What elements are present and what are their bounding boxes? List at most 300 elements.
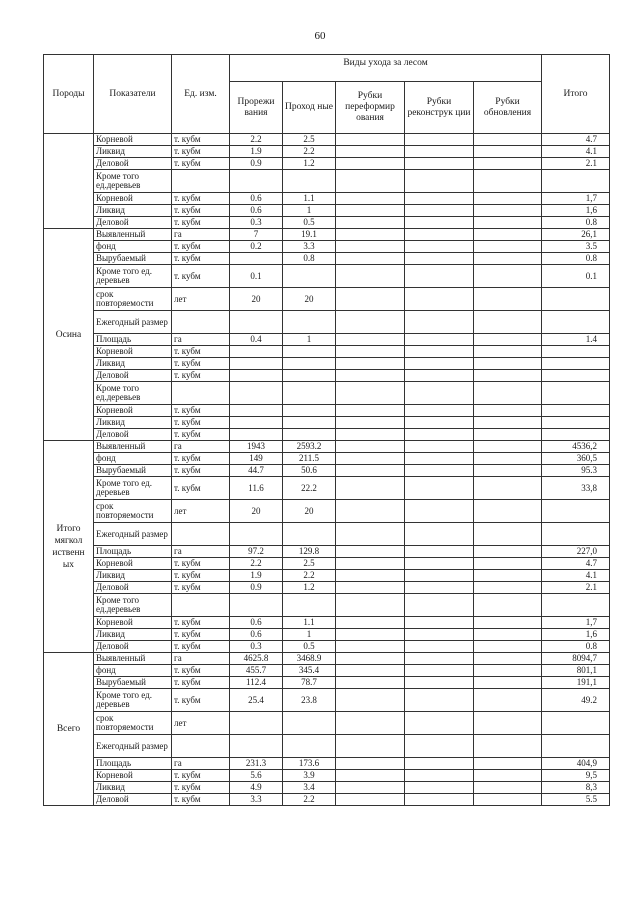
table-row bbox=[44, 546, 610, 558]
value-cell bbox=[474, 265, 542, 288]
value-cell bbox=[336, 770, 405, 782]
value-cell bbox=[474, 641, 542, 653]
value-cell: 97.2 bbox=[230, 546, 283, 558]
value-cell bbox=[474, 712, 542, 735]
value-cell: 2.5 bbox=[283, 134, 336, 146]
value-cell: 231.3 bbox=[230, 758, 283, 770]
table-row bbox=[44, 629, 610, 641]
unit-cell bbox=[172, 382, 230, 405]
table-row bbox=[44, 570, 610, 582]
indicator-cell: Деловой bbox=[94, 429, 172, 441]
table-row bbox=[44, 253, 610, 265]
value-cell: 1.2 bbox=[283, 582, 336, 594]
unit-cell: га bbox=[172, 334, 230, 346]
value-cell bbox=[405, 582, 474, 594]
value-cell bbox=[230, 523, 283, 546]
indicator-cell: срок повторяемости bbox=[94, 712, 172, 735]
value-cell bbox=[336, 629, 405, 641]
value-cell: 19.1 bbox=[283, 229, 336, 241]
value-cell bbox=[405, 170, 474, 193]
total-cell: 0.8 bbox=[542, 217, 610, 229]
value-cell: 0.3 bbox=[230, 641, 283, 653]
table-row bbox=[44, 477, 610, 500]
unit-cell: т. кубм bbox=[172, 241, 230, 253]
total-cell bbox=[542, 358, 610, 370]
value-cell bbox=[336, 146, 405, 158]
value-cell: 1.9 bbox=[230, 570, 283, 582]
unit-cell: т. кубм bbox=[172, 782, 230, 794]
table-row bbox=[44, 453, 610, 465]
table-row bbox=[44, 523, 610, 546]
value-cell bbox=[474, 429, 542, 441]
value-cell bbox=[405, 158, 474, 170]
value-cell bbox=[405, 500, 474, 523]
value-cell bbox=[405, 735, 474, 758]
total-cell: 4.7 bbox=[542, 558, 610, 570]
value-cell: 11.6 bbox=[230, 477, 283, 500]
value-cell bbox=[336, 170, 405, 193]
unit-cell: т. кубм bbox=[172, 677, 230, 689]
table-row bbox=[44, 594, 610, 617]
table-row bbox=[44, 358, 610, 370]
value-cell bbox=[405, 629, 474, 641]
total-cell: 26,1 bbox=[542, 229, 610, 241]
value-cell bbox=[336, 465, 405, 477]
value-cell bbox=[405, 193, 474, 205]
value-cell bbox=[474, 441, 542, 453]
value-cell bbox=[474, 629, 542, 641]
unit-cell: га bbox=[172, 441, 230, 453]
value-cell bbox=[405, 441, 474, 453]
table-row bbox=[44, 770, 610, 782]
value-cell: 0.8 bbox=[283, 253, 336, 265]
value-cell: 0.5 bbox=[283, 641, 336, 653]
table-row bbox=[44, 229, 610, 241]
table-row bbox=[44, 558, 610, 570]
value-cell: 0.6 bbox=[230, 193, 283, 205]
value-cell bbox=[474, 558, 542, 570]
total-cell: 49.2 bbox=[542, 689, 610, 712]
value-cell: 0.1 bbox=[230, 265, 283, 288]
table-row bbox=[44, 265, 610, 288]
value-cell bbox=[405, 134, 474, 146]
value-cell bbox=[230, 370, 283, 382]
value-cell bbox=[336, 265, 405, 288]
value-cell bbox=[336, 253, 405, 265]
unit-cell: т. кубм bbox=[172, 217, 230, 229]
indicator-cell: Корневой bbox=[94, 405, 172, 417]
value-cell bbox=[405, 794, 474, 806]
value-cell bbox=[336, 453, 405, 465]
value-cell bbox=[230, 346, 283, 358]
value-cell bbox=[474, 253, 542, 265]
value-cell: 1 bbox=[283, 334, 336, 346]
value-cell bbox=[474, 582, 542, 594]
value-cell bbox=[336, 158, 405, 170]
value-cell bbox=[474, 677, 542, 689]
value-cell bbox=[405, 253, 474, 265]
total-cell bbox=[542, 382, 610, 405]
value-cell bbox=[336, 677, 405, 689]
value-cell: 0.6 bbox=[230, 617, 283, 629]
total-cell: 95.3 bbox=[542, 465, 610, 477]
indicator-cell: Деловой bbox=[94, 641, 172, 653]
value-cell bbox=[283, 405, 336, 417]
table-row bbox=[44, 735, 610, 758]
value-cell bbox=[230, 712, 283, 735]
unit-cell: т. кубм bbox=[172, 158, 230, 170]
total-cell bbox=[542, 500, 610, 523]
table-row bbox=[44, 689, 610, 712]
total-cell: 3.5 bbox=[542, 241, 610, 253]
table-row bbox=[44, 158, 610, 170]
value-cell bbox=[405, 288, 474, 311]
indicator-cell: Кроме того ед.деревьев bbox=[94, 170, 172, 193]
value-cell bbox=[230, 417, 283, 429]
table-body bbox=[44, 134, 610, 806]
value-cell bbox=[405, 665, 474, 677]
value-cell: 129.8 bbox=[283, 546, 336, 558]
value-cell: 2.2 bbox=[283, 570, 336, 582]
value-cell: 25.4 bbox=[230, 689, 283, 712]
table-row bbox=[44, 241, 610, 253]
value-cell bbox=[336, 205, 405, 217]
value-cell bbox=[283, 346, 336, 358]
value-cell bbox=[405, 465, 474, 477]
value-cell bbox=[405, 523, 474, 546]
indicator-cell: Кроме того ед.деревьев bbox=[94, 594, 172, 617]
unit-cell: т. кубм bbox=[172, 570, 230, 582]
value-cell: 1.1 bbox=[283, 617, 336, 629]
value-cell: 20 bbox=[230, 288, 283, 311]
value-cell bbox=[474, 405, 542, 417]
value-cell bbox=[405, 677, 474, 689]
value-cell bbox=[336, 689, 405, 712]
value-cell bbox=[405, 617, 474, 629]
value-cell bbox=[283, 370, 336, 382]
indicator-cell: срок повторяемости bbox=[94, 288, 172, 311]
value-cell: 2.5 bbox=[283, 558, 336, 570]
value-cell bbox=[405, 358, 474, 370]
table-row bbox=[44, 288, 610, 311]
unit-cell: лет bbox=[172, 500, 230, 523]
value-cell: 3468.9 bbox=[283, 653, 336, 665]
indicator-cell: фонд bbox=[94, 453, 172, 465]
header-species: Породы bbox=[44, 55, 94, 134]
value-cell bbox=[405, 417, 474, 429]
total-cell: 1,6 bbox=[542, 629, 610, 641]
value-cell bbox=[283, 712, 336, 735]
value-cell bbox=[336, 794, 405, 806]
indicator-cell: Ликвид bbox=[94, 417, 172, 429]
value-cell bbox=[405, 653, 474, 665]
value-cell bbox=[230, 735, 283, 758]
value-cell bbox=[474, 617, 542, 629]
value-cell bbox=[336, 429, 405, 441]
value-cell bbox=[336, 346, 405, 358]
indicator-cell: Кроме того ед.деревьев bbox=[94, 382, 172, 405]
indicator-cell: Корневой bbox=[94, 134, 172, 146]
unit-cell: т. кубм bbox=[172, 558, 230, 570]
value-cell bbox=[336, 311, 405, 334]
total-cell: 8,3 bbox=[542, 782, 610, 794]
value-cell bbox=[474, 311, 542, 334]
value-cell bbox=[283, 523, 336, 546]
total-cell: 191,1 bbox=[542, 677, 610, 689]
value-cell: 3.3 bbox=[283, 241, 336, 253]
value-cell bbox=[405, 570, 474, 582]
unit-cell: га bbox=[172, 546, 230, 558]
value-cell bbox=[474, 546, 542, 558]
species-cell bbox=[44, 134, 94, 229]
value-cell bbox=[336, 653, 405, 665]
unit-cell: т. кубм bbox=[172, 794, 230, 806]
value-cell bbox=[474, 241, 542, 253]
total-cell: 1,6 bbox=[542, 205, 610, 217]
header-unit: Ед. изм. bbox=[172, 55, 230, 134]
total-cell bbox=[542, 311, 610, 334]
value-cell: 3.4 bbox=[283, 782, 336, 794]
value-cell bbox=[230, 170, 283, 193]
value-cell bbox=[474, 334, 542, 346]
total-cell: 2.1 bbox=[542, 158, 610, 170]
indicator-cell: Корневой bbox=[94, 193, 172, 205]
value-cell bbox=[405, 453, 474, 465]
value-cell bbox=[336, 782, 405, 794]
total-cell bbox=[542, 429, 610, 441]
value-cell: 2.2 bbox=[283, 146, 336, 158]
value-cell: 1 bbox=[283, 629, 336, 641]
page-number: 60 bbox=[314, 30, 326, 42]
value-cell bbox=[474, 205, 542, 217]
value-cell: 455.7 bbox=[230, 665, 283, 677]
indicator-cell: Корневой bbox=[94, 770, 172, 782]
value-cell: 1.2 bbox=[283, 158, 336, 170]
value-cell bbox=[405, 205, 474, 217]
total-cell: 227,0 bbox=[542, 546, 610, 558]
unit-cell: т. кубм bbox=[172, 429, 230, 441]
indicator-cell: Выявленный bbox=[94, 441, 172, 453]
table-row bbox=[44, 582, 610, 594]
value-cell bbox=[230, 382, 283, 405]
value-cell bbox=[336, 134, 405, 146]
indicator-cell: Корневой bbox=[94, 558, 172, 570]
indicator-cell: Кроме того ед. деревьев bbox=[94, 265, 172, 288]
header-type-renewal: Рубки обновления bbox=[474, 82, 542, 134]
value-cell: 173.6 bbox=[283, 758, 336, 770]
unit-cell bbox=[172, 311, 230, 334]
total-cell: 2.1 bbox=[542, 582, 610, 594]
indicator-cell: Вырубаемый bbox=[94, 465, 172, 477]
table-row bbox=[44, 170, 610, 193]
value-cell bbox=[283, 170, 336, 193]
table-row bbox=[44, 500, 610, 523]
total-cell bbox=[542, 170, 610, 193]
total-cell bbox=[542, 405, 610, 417]
indicator-cell: Деловой bbox=[94, 217, 172, 229]
unit-cell bbox=[172, 170, 230, 193]
value-cell bbox=[230, 405, 283, 417]
table-row bbox=[44, 146, 610, 158]
value-cell bbox=[474, 382, 542, 405]
table-row bbox=[44, 370, 610, 382]
species-cell: Всего bbox=[44, 653, 94, 806]
total-cell: 4536,2 bbox=[542, 441, 610, 453]
value-cell: 2593.2 bbox=[283, 441, 336, 453]
value-cell bbox=[405, 594, 474, 617]
value-cell: 20 bbox=[230, 500, 283, 523]
value-cell bbox=[336, 665, 405, 677]
table-row bbox=[44, 712, 610, 735]
unit-cell: т. кубм bbox=[172, 770, 230, 782]
header-type-reconstruction: Рубки реконструк ции bbox=[405, 82, 474, 134]
value-cell bbox=[474, 417, 542, 429]
species-cell: Осина bbox=[44, 229, 94, 441]
unit-cell: т. кубм bbox=[172, 346, 230, 358]
unit-cell: лет bbox=[172, 288, 230, 311]
value-cell bbox=[474, 465, 542, 477]
value-cell bbox=[474, 288, 542, 311]
table-row bbox=[44, 417, 610, 429]
indicator-cell: фонд bbox=[94, 665, 172, 677]
indicator-cell: Кроме того ед. деревьев bbox=[94, 689, 172, 712]
value-cell bbox=[336, 477, 405, 500]
value-cell bbox=[474, 193, 542, 205]
value-cell bbox=[405, 546, 474, 558]
total-cell: 4.1 bbox=[542, 570, 610, 582]
value-cell bbox=[405, 770, 474, 782]
indicator-cell: Выявленный bbox=[94, 653, 172, 665]
value-cell bbox=[474, 453, 542, 465]
table-row bbox=[44, 677, 610, 689]
table-row bbox=[44, 429, 610, 441]
value-cell: 78.7 bbox=[283, 677, 336, 689]
value-cell bbox=[474, 170, 542, 193]
value-cell bbox=[405, 712, 474, 735]
unit-cell: лет bbox=[172, 712, 230, 735]
indicator-cell: Деловой bbox=[94, 794, 172, 806]
value-cell bbox=[474, 570, 542, 582]
value-cell: 0.5 bbox=[283, 217, 336, 229]
indicator-cell: Ликвид bbox=[94, 146, 172, 158]
unit-cell: т. кубм bbox=[172, 465, 230, 477]
value-cell: 211.5 bbox=[283, 453, 336, 465]
value-cell: 112.4 bbox=[230, 677, 283, 689]
value-cell bbox=[474, 217, 542, 229]
total-cell: 4.7 bbox=[542, 134, 610, 146]
total-cell bbox=[542, 288, 610, 311]
indicator-cell: Ежегодный размер bbox=[94, 311, 172, 334]
value-cell: 20 bbox=[283, 288, 336, 311]
unit-cell: т. кубм bbox=[172, 665, 230, 677]
value-cell: 1 bbox=[283, 205, 336, 217]
total-cell bbox=[542, 735, 610, 758]
total-cell: 1.4 bbox=[542, 334, 610, 346]
table-row bbox=[44, 617, 610, 629]
value-cell bbox=[474, 146, 542, 158]
unit-cell: т. кубм bbox=[172, 370, 230, 382]
value-cell: 0.6 bbox=[230, 629, 283, 641]
value-cell bbox=[474, 229, 542, 241]
table-row bbox=[44, 334, 610, 346]
total-cell bbox=[542, 346, 610, 358]
unit-cell: т. кубм bbox=[172, 453, 230, 465]
value-cell bbox=[405, 346, 474, 358]
total-cell bbox=[542, 712, 610, 735]
total-cell: 1,7 bbox=[542, 617, 610, 629]
value-cell bbox=[474, 500, 542, 523]
value-cell bbox=[336, 241, 405, 253]
unit-cell: т. кубм bbox=[172, 641, 230, 653]
total-cell: 0.1 bbox=[542, 265, 610, 288]
unit-cell: т. кубм bbox=[172, 253, 230, 265]
value-cell bbox=[336, 523, 405, 546]
value-cell: 0.3 bbox=[230, 217, 283, 229]
header-type-passage: Проход ные bbox=[283, 82, 336, 134]
table-row bbox=[44, 641, 610, 653]
unit-cell: т. кубм bbox=[172, 193, 230, 205]
unit-cell: т. кубм bbox=[172, 417, 230, 429]
indicator-cell: Ликвид bbox=[94, 570, 172, 582]
header-care-types: Виды ухода за лесом bbox=[230, 55, 542, 82]
value-cell bbox=[336, 288, 405, 311]
value-cell bbox=[336, 758, 405, 770]
unit-cell: га bbox=[172, 653, 230, 665]
value-cell bbox=[336, 382, 405, 405]
value-cell: 2.2 bbox=[283, 794, 336, 806]
table-row bbox=[44, 193, 610, 205]
indicator-cell: Корневой bbox=[94, 617, 172, 629]
header-type-reformation: Рубки переформир ования bbox=[336, 82, 405, 134]
value-cell bbox=[405, 311, 474, 334]
value-cell: 4.9 bbox=[230, 782, 283, 794]
indicator-cell: Ежегодный размер bbox=[94, 735, 172, 758]
unit-cell: т. кубм bbox=[172, 265, 230, 288]
value-cell bbox=[336, 193, 405, 205]
value-cell: 1943 bbox=[230, 441, 283, 453]
value-cell bbox=[336, 570, 405, 582]
total-cell: 0.8 bbox=[542, 253, 610, 265]
indicator-cell: Ликвид bbox=[94, 782, 172, 794]
table-row bbox=[44, 134, 610, 146]
value-cell bbox=[405, 477, 474, 500]
table-row bbox=[44, 205, 610, 217]
value-cell bbox=[336, 370, 405, 382]
value-cell: 44.7 bbox=[230, 465, 283, 477]
value-cell bbox=[336, 546, 405, 558]
value-cell bbox=[474, 346, 542, 358]
value-cell bbox=[283, 265, 336, 288]
indicator-cell: Ликвид bbox=[94, 358, 172, 370]
indicator-cell: Деловой bbox=[94, 370, 172, 382]
value-cell: 2.2 bbox=[230, 558, 283, 570]
value-cell bbox=[474, 770, 542, 782]
species-cell: Итого мягкол иственн ых bbox=[44, 441, 94, 653]
total-cell: 33,8 bbox=[542, 477, 610, 500]
value-cell bbox=[474, 370, 542, 382]
value-cell: 5.6 bbox=[230, 770, 283, 782]
table-row bbox=[44, 217, 610, 229]
value-cell bbox=[230, 429, 283, 441]
indicator-cell: Корневой bbox=[94, 346, 172, 358]
value-cell bbox=[405, 370, 474, 382]
value-cell: 20 bbox=[283, 500, 336, 523]
value-cell bbox=[405, 689, 474, 712]
value-cell bbox=[283, 358, 336, 370]
header-total: Итого bbox=[542, 55, 610, 134]
value-cell bbox=[336, 594, 405, 617]
total-cell: 9,5 bbox=[542, 770, 610, 782]
